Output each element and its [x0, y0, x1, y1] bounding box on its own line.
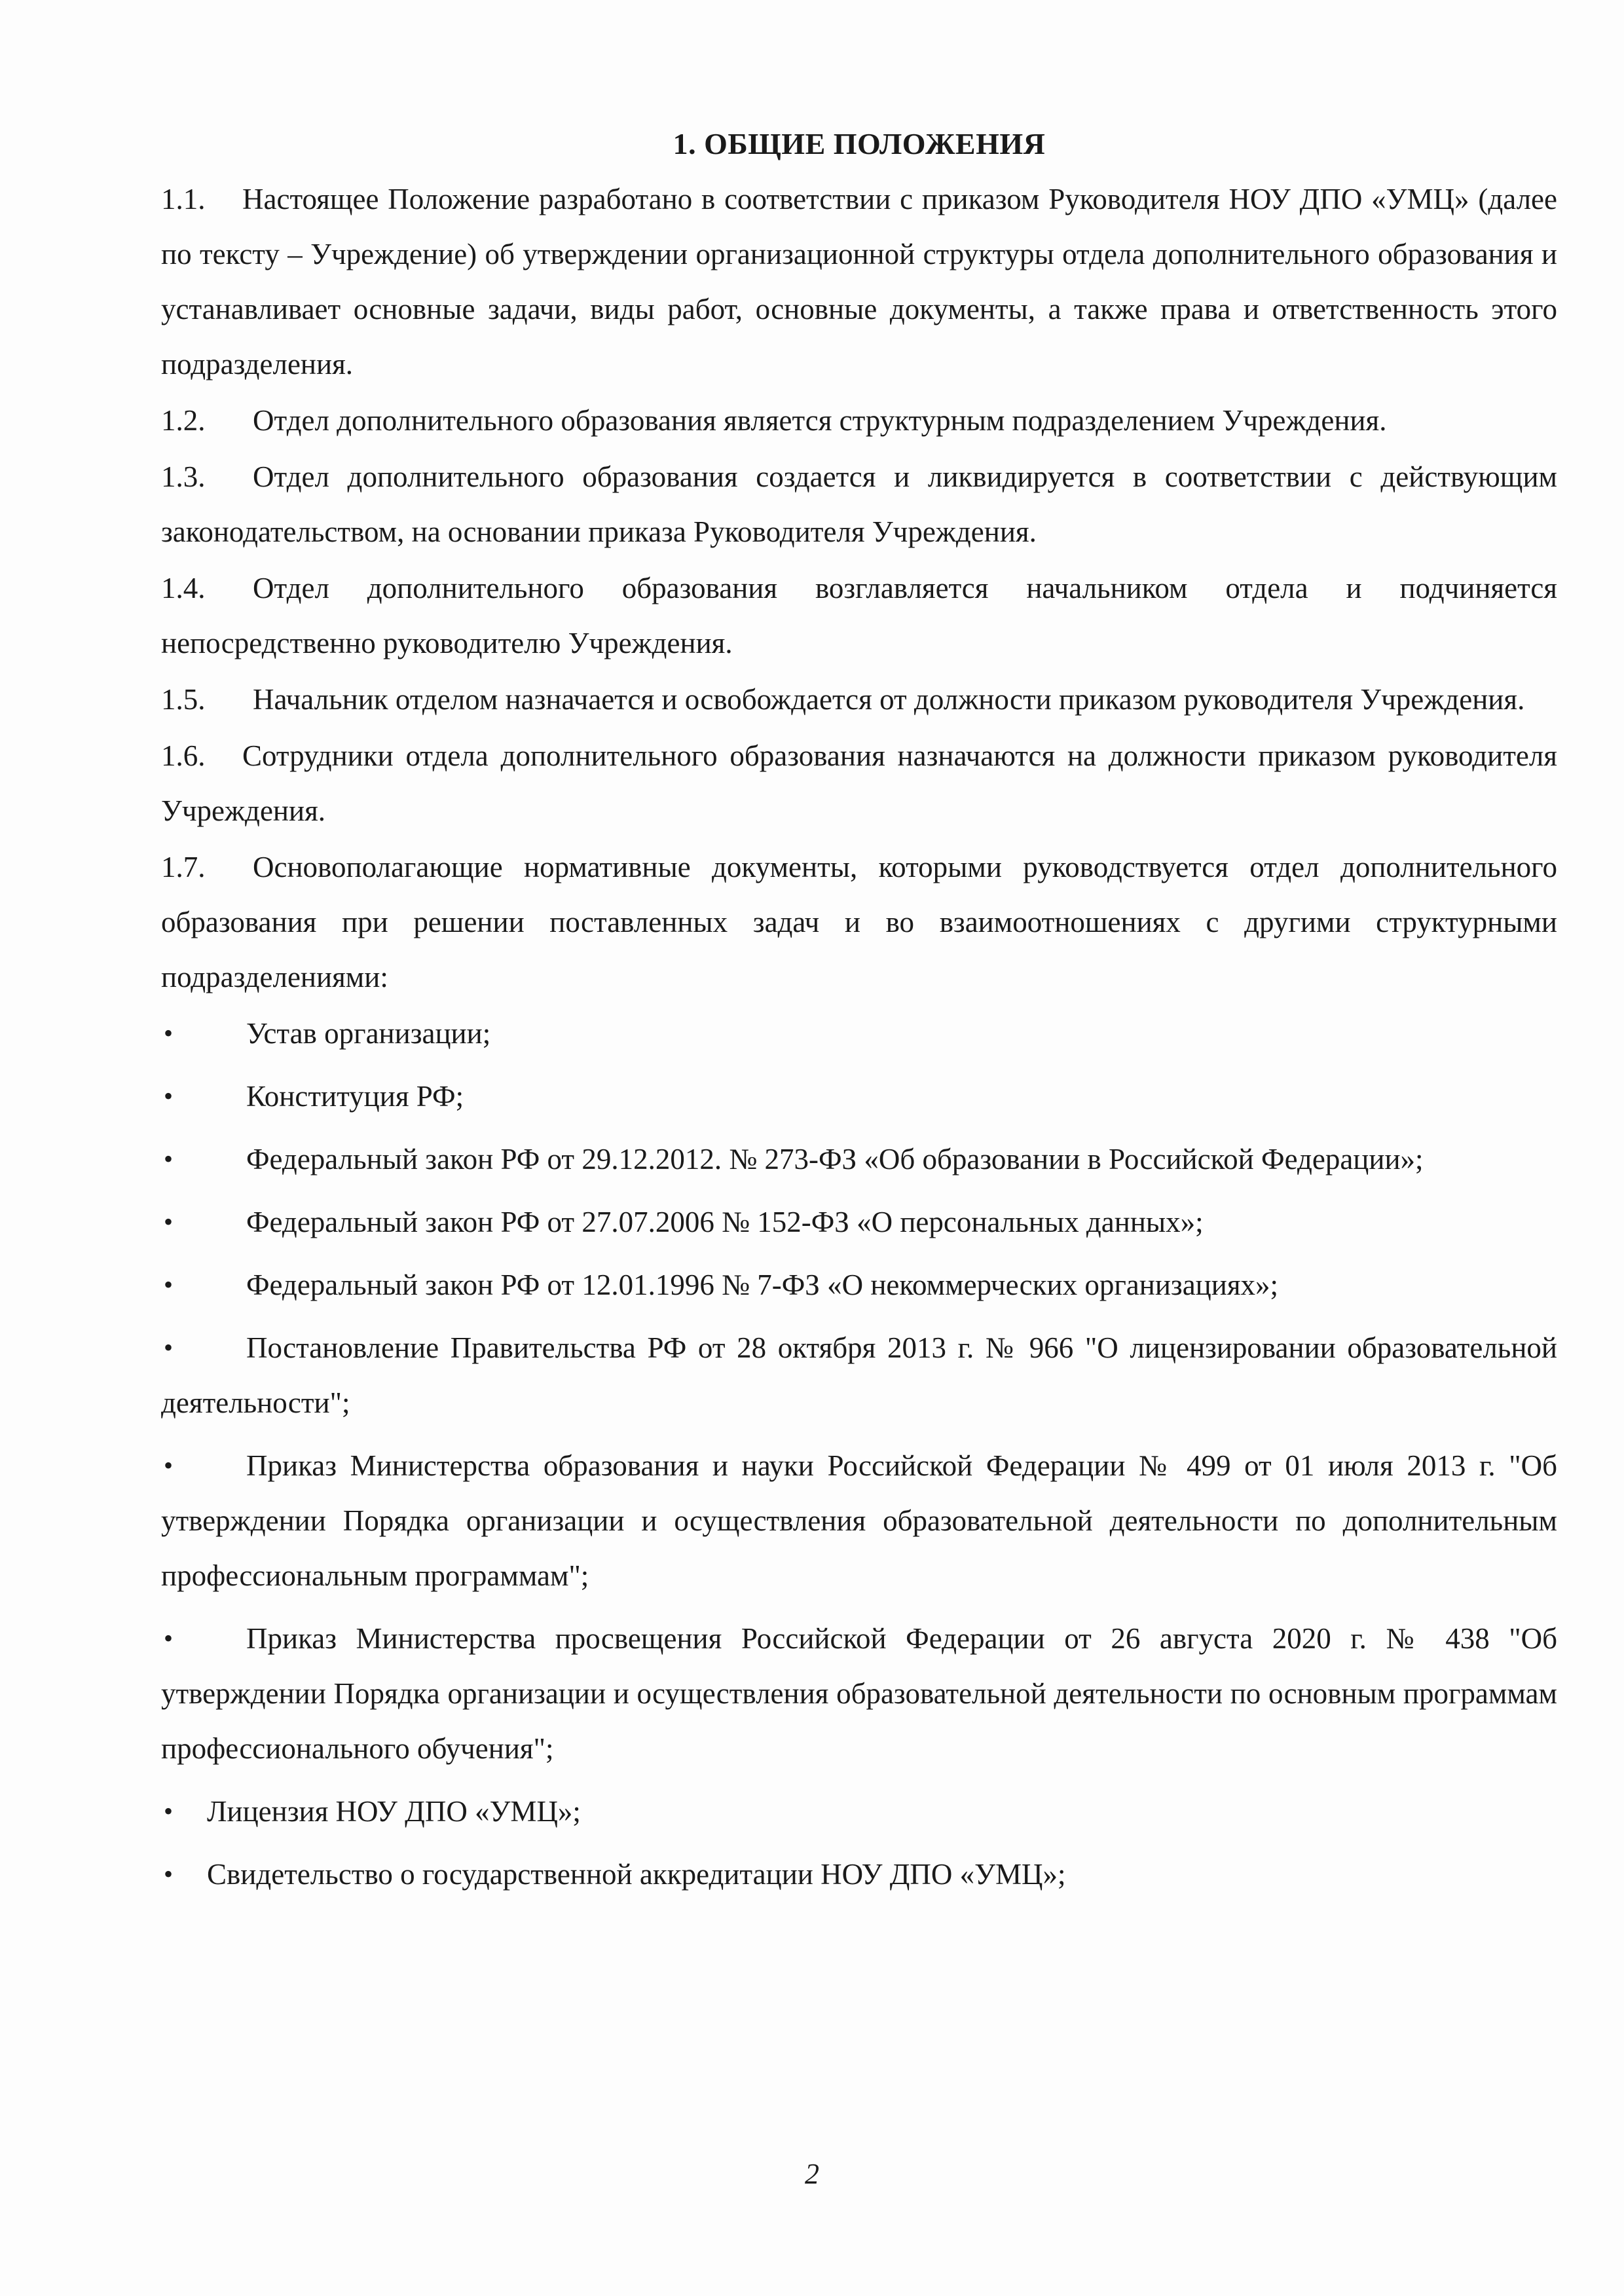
list-item-text: Приказ Министерства образования и науки Российской Федерации № 499 от 01 июля 2013 г. "Об утверждении Порядка организации и осуществления образовательной деятельности по дополнительным профессиональным программам"; — [161, 1449, 1557, 1592]
bullet-icon: • — [164, 1796, 174, 1826]
bullet-icon: • — [164, 1144, 174, 1174]
paragraph-text: Основополагающие нормативные документы, которыми руководствуется отдел дополнительного образования при решении поставленных задач и во взаимоотношениях с другими структурными подразделениями: — [161, 851, 1557, 993]
bullet-icon: • — [164, 1451, 174, 1480]
list-item-text: Устав организации; — [246, 1017, 491, 1050]
section-title: 1. ОБЩИЕ ПОЛОЖЕНИЯ — [673, 127, 1046, 160]
list-item-text: Федеральный закон РФ от 12.01.1996 № 7-ФЗ «О некоммерческих организациях»; — [246, 1268, 1279, 1301]
paragraph-number: 1.5. — [161, 683, 206, 716]
list-item-text: Постановление Правительства РФ от 28 октября 2013 г. № 966 "О лицензировании образовательной деятельности"; — [161, 1331, 1557, 1419]
list-item-text: Лицензия НОУ ДПО «УМЦ»; — [207, 1795, 581, 1828]
list-item — [161, 1006, 1557, 1061]
document-body — [161, 118, 1557, 1910]
paragraph-number: 1.7. — [161, 851, 206, 883]
paragraph-text: Отдел дополнительного образования создается и ликвидируется в соответствии с действующим законодательством, на основании приказа Руководителя Учреждения. — [161, 460, 1557, 548]
paragraph-number: 1.1. — [161, 183, 206, 215]
bullet-icon: • — [164, 1623, 174, 1653]
list-item — [161, 1611, 1557, 1776]
bullet-icon: • — [164, 1333, 174, 1362]
list-item — [161, 1132, 1557, 1187]
paragraph-text: Отдел дополнительного образования является структурным подразделением Учреждения. — [253, 404, 1387, 437]
paragraph-text: Настоящее Положение разработано в соответствии с приказом Руководителя НОУ ДПО «УМЦ» (далее по тексту – Учреждение) об утверждении организационной структуры отдела дополнительного образования и устанавливает основные задачи, виды работ, основные документы, а также права и ответственность этого подразделения. — [161, 183, 1557, 380]
list-item-text: Федеральный закон РФ от 29.12.2012. № 273-ФЗ «Об образовании в Российской Федерации»; — [246, 1143, 1424, 1176]
bullet-icon: • — [164, 1018, 174, 1048]
list-item — [161, 1257, 1557, 1312]
list-item-text: Конституция РФ; — [246, 1080, 464, 1113]
paragraph-text: Начальник отделом назначается и освобождается от должности приказом руководителя Учреждения. — [253, 683, 1525, 716]
paragraph-text: Отдел дополнительного образования возглавляется начальником отдела и подчиняется непосредственно руководителю Учреждения. — [161, 572, 1557, 659]
list-item — [161, 1194, 1557, 1250]
list-item-text: Свидетельство о государственной аккредитации НОУ ДПО «УМЦ»; — [207, 1858, 1066, 1891]
list-item — [161, 1438, 1557, 1603]
paragraph-1-5 — [161, 672, 1557, 727]
list-item — [161, 1069, 1557, 1124]
paragraph-number: 1.6. — [161, 739, 206, 772]
paragraph-number: 1.3. — [161, 460, 206, 493]
page-number: 2 — [805, 2158, 819, 2190]
paragraph-1-4 — [161, 561, 1557, 671]
list-item-text: Федеральный закон РФ от 27.07.2006 № 152-ФЗ «О персональных данных»; — [246, 1206, 1204, 1238]
bullet-icon: • — [164, 1081, 174, 1111]
list-item — [161, 1847, 1557, 1902]
paragraph-1-2 — [161, 393, 1557, 448]
list-item — [161, 1784, 1557, 1839]
paragraph-1-6 — [161, 728, 1557, 838]
paragraph-text: Сотрудники отдела дополнительного образования назначаются на должности приказом руководителя Учреждения. — [161, 739, 1557, 827]
paragraph-number: 1.4. — [161, 572, 206, 604]
bullet-icon: • — [164, 1859, 174, 1889]
list-item-text: Приказ Министерства просвещения Российской Федерации от 26 августа 2020 г. № 438 "Об утверждении Порядка организации и осуществления образовательной деятельности по основным программам профессионального обучения"; — [161, 1622, 1557, 1765]
bullet-icon: • — [164, 1207, 174, 1236]
list-item — [161, 1320, 1557, 1430]
bullet-icon: • — [164, 1270, 174, 1299]
paragraph-number: 1.2. — [161, 404, 206, 437]
paragraph-1-3 — [161, 449, 1557, 559]
paragraph-1-7 — [161, 840, 1557, 1005]
paragraph-1-1 — [161, 172, 1557, 392]
